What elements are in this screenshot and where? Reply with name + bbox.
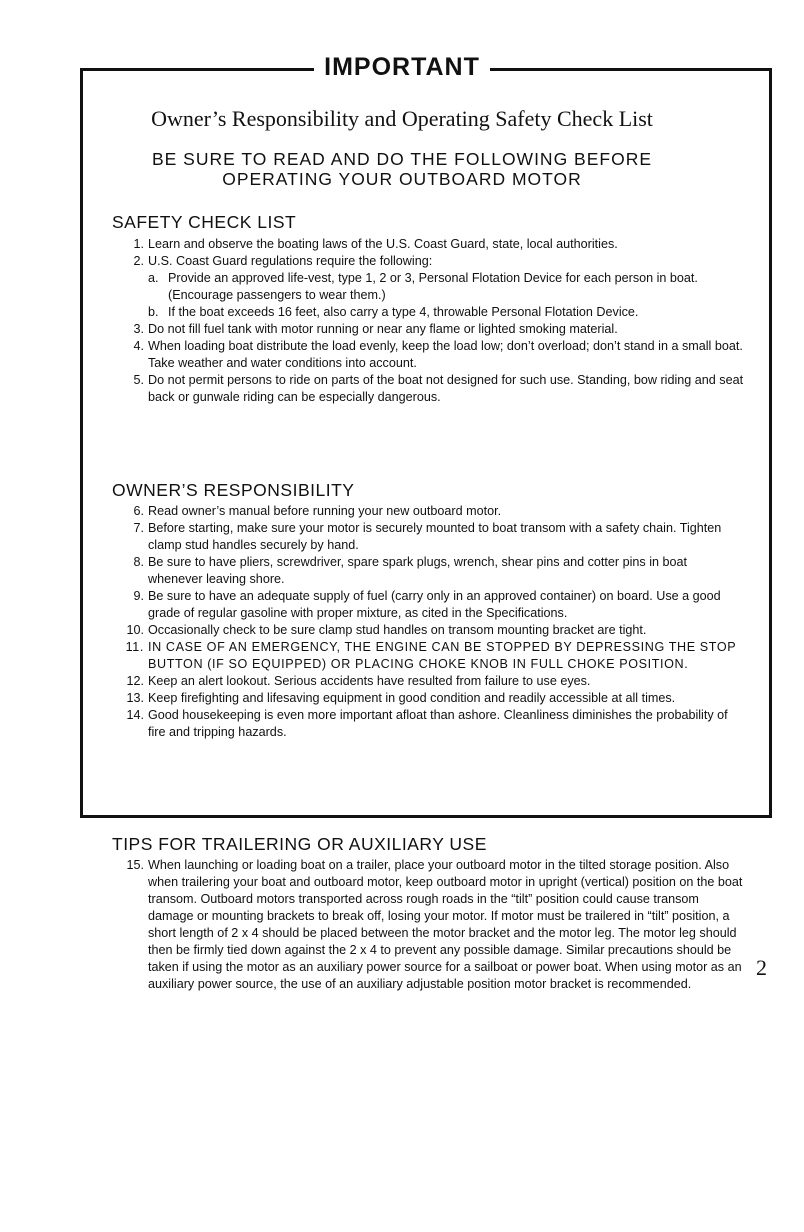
tips-list [112, 857, 744, 993]
list-item: 6. Read owner’s manual before running your new outboard motor. [133, 504, 502, 518]
list-item: 13. Keep firefighting and lifesaving equipment in good condition and readily accessible at all times. [126, 691, 676, 705]
safety-heading: SAFETY CHECK LIST [112, 212, 297, 232]
list-item: 8. Be sure to have pliers, screwdriver, spare spark plugs, wrench, shear pins and cotter pins in boat whenever leaving shore. [133, 555, 688, 586]
list-item: 3. Do not fill fuel tank with motor running or near any flame or lighted smoking material. [133, 322, 618, 336]
important-heading: IMPORTANT [0, 53, 804, 82]
list-item: 5. Do not permit persons to ride on parts of the boat not designed for such use. Standing, bow riding and seat back or gunwale riding can be especially dangerous. [133, 373, 744, 404]
page-number: 2 [756, 955, 767, 980]
list-item: 10. Occasionally check to be sure clamp stud handles on transom mounting bracket are tight. [126, 623, 647, 637]
safety-list [112, 236, 744, 406]
subtitle-line-1: BE SURE TO READ AND DO THE FOLLOWING BEFORE [151, 149, 653, 169]
owner-list [112, 503, 744, 741]
list-item: 4. When loading boat distribute the load evenly, keep the load low; don’t overload; don’t stand in a small boat. Take weather and water conditions into account. [133, 339, 743, 370]
sub-item-b: b. If the boat exceeds 16 feet, also carry a type 4, throwable Personal Flotation Device. [148, 305, 639, 319]
list-item: 15. When launching or loading boat on a trailer, place your outboard motor in the tilted storage position. Also when trailering your boat and outboard motor, keep outboard motor in upright (vertical) position on the boat transom. Outboard motors transported across rough roads in the “tilt” position could cause transom damage or mounting brackets to break off, losing your motor. If motor must be trailered in “tilt” position, a short length of 2 x 4 should be placed between the motor bracket and the motor leg. The motor leg should then be firmly tied down against the 2 x 4 to prevent any possible damage. Similar precautions should be taken if using the motor as an auxiliary power source for a sailboat or power boat. When using motor as an auxiliary power source, the use of an auxiliary adjustable position motor bracket is recommended. [126, 858, 743, 991]
subtitle-line-2: OPERATING YOUR OUTBOARD MOTOR [222, 169, 582, 189]
list-item: 12. Keep an alert lookout. Serious accidents have resulted from failure to use eyes. [126, 674, 591, 688]
list-item: 11. IN CASE OF AN EMERGENCY, THE ENGINE CAN BE STOPPED BY DEPRESSING THE STOP BUTTON (IF SO EQUIPPED) OR PLACING CHOKE KNOB IN FULL CHOKE POSITION. [125, 640, 737, 671]
list-item: 2. U.S. Coast Guard regulations require the following: a. Provide an approved life-vest, type 1, 2 or 3, Personal Flotation Device for each person in boat. (Encourage passengers to wear them.) b. If the boat exceeds 16 feet, also carry a type 4, throwable Personal Flotation Device. [112, 253, 744, 321]
list-item: 14. Good housekeeping is even more important afloat than ashore. Cleanliness diminishes the probability of fire and tripping hazards. [126, 708, 728, 739]
subtitle [0, 149, 804, 189]
owner-heading: OWNER’S RESPONSIBILITY [112, 480, 355, 500]
sub-item-a: a. Provide an approved life-vest, type 1, 2 or 3, Personal Flotation Device for each person in boat. (Encourage passengers to wear them.) [148, 271, 698, 302]
list-item: 7. Before starting, make sure your motor is securely mounted to boat transom with a safety chain. Tighten clamp stud handles securely by hand. [133, 521, 722, 552]
list-item: 9. Be sure to have an adequate supply of fuel (carry only in an approved container) on board. Use a good grade of regular gasoline with proper mixture, as cited in the Specifications. [133, 589, 721, 620]
list-item: 1. Learn and observe the boating laws of the U.S. Coast Guard, state, local authorities. [133, 237, 618, 251]
page-title: Owner’s Responsibility and Operating Safety Check List [151, 106, 653, 131]
tips-heading: TIPS FOR TRAILERING OR AUXILIARY USE [112, 834, 487, 854]
